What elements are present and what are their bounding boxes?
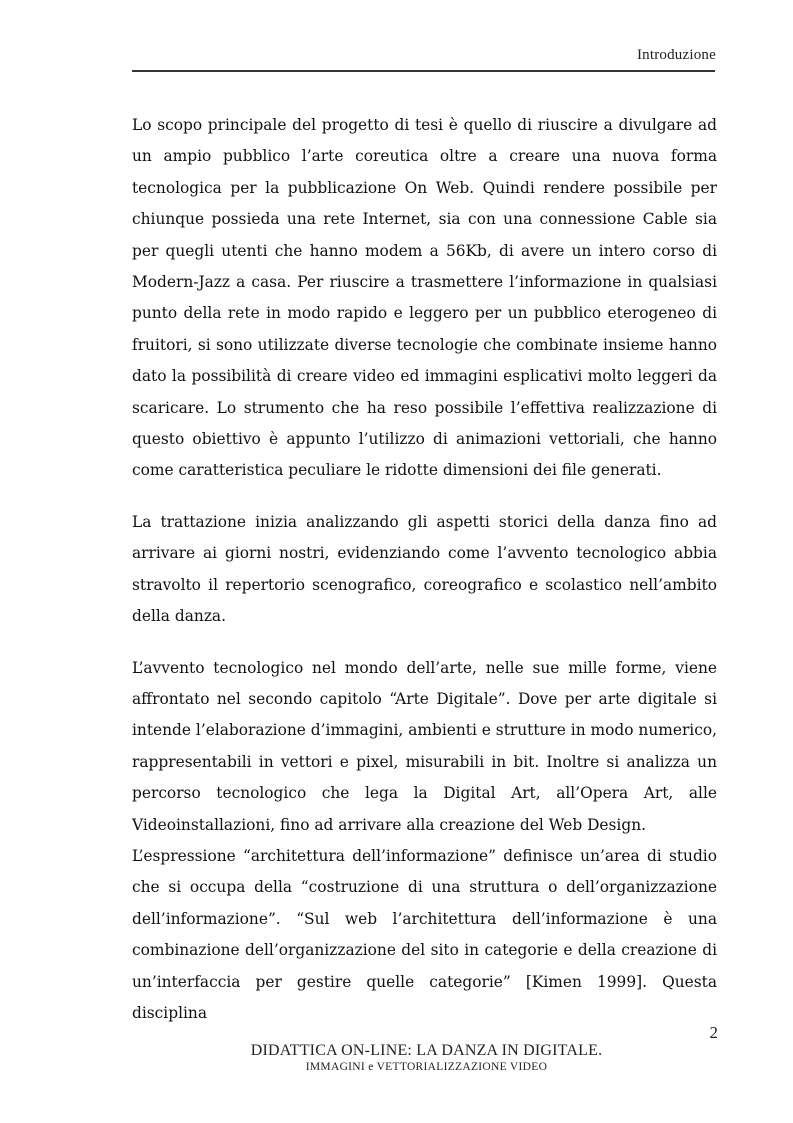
running-header-title: Introduzione: [636, 47, 716, 63]
page-number: 2: [709, 1023, 718, 1042]
footer-subtitle: IMMAGINI e VETTORIALIZZAZIONE VIDEO: [305, 1061, 548, 1073]
paragraph-digital-art: L’avvento tecnologico nel mondo dell’arte, nelle sue mille forme, viene affrontato nel secondo capitolo “Arte Digitale”. Dove per arte digitale si intende l’elaborazione d’immagini, ambienti e strutture in modo numerico, rappresentabili in vettori e pixel, misurabili in bit. Inoltre si analizza un percorso tecnologico che lega la Digital Art, all’Opera Art, alle Videoinstallazioni, fino ad arrivare alla creazione del Web Design.: [132, 658, 717, 834]
paragraph-information-architecture: L’espressione “architettura dell’informazione” definisce un’area di studio che si occupa della “costruzione di una struttura o dell’organizzazione dell’informazione”. “Sul web l’architettura dell’informazione è una combinazione dell’organizzazione del sito in categorie e della creazione di un’interfaccia per gestire quelle categorie” [Kimen 1999]. Questa disciplina: [132, 846, 717, 1022]
footer-title: DIDATTICA ON-LINE: LA DANZA IN DIGITALE.: [250, 1042, 603, 1059]
body-text: [132, 110, 717, 1029]
paragraph-history: La trattazione inizia analizzando gli aspetti storici della danza fino ad arrivare ai giorni nostri, evidenziando come l’avvento tecnologico abbia stravolto il repertorio scenografico, coreografico e scolastico nell’ambito della danza.: [132, 512, 717, 626]
header-rule: [132, 70, 715, 72]
paragraph-intro: Lo scopo principale del progetto di tesi è quello di riuscire a divulgare ad un ampio pubblico l’arte coreutica oltre a creare una nuova forma tecnologica per la pubblicazione On Web. Quindi rendere possibile per chiunque possieda una rete Internet, sia con una connessione Cable sia per quegli utenti che hanno modem a 56Kb, di avere un intero corso di Modern-Jazz a casa. Per riuscire a trasmettere l’informazione in qualsiasi punto della rete in modo rapido e leggero per un pubblico eterogeneo di fruitori, si sono utilizzate diverse tecnologie che combinate insieme hanno dato la possibilità di creare video ed immagini esplicativi molto leggeri da scaricare. Lo strumento che ha reso possibile l’effettiva realizzazione di questo obiettivo è appunto l’utilizzo di animazioni vettoriali, che hanno come caratteristica peculiare le ridotte dimensioni dei file generati.: [132, 116, 717, 480]
